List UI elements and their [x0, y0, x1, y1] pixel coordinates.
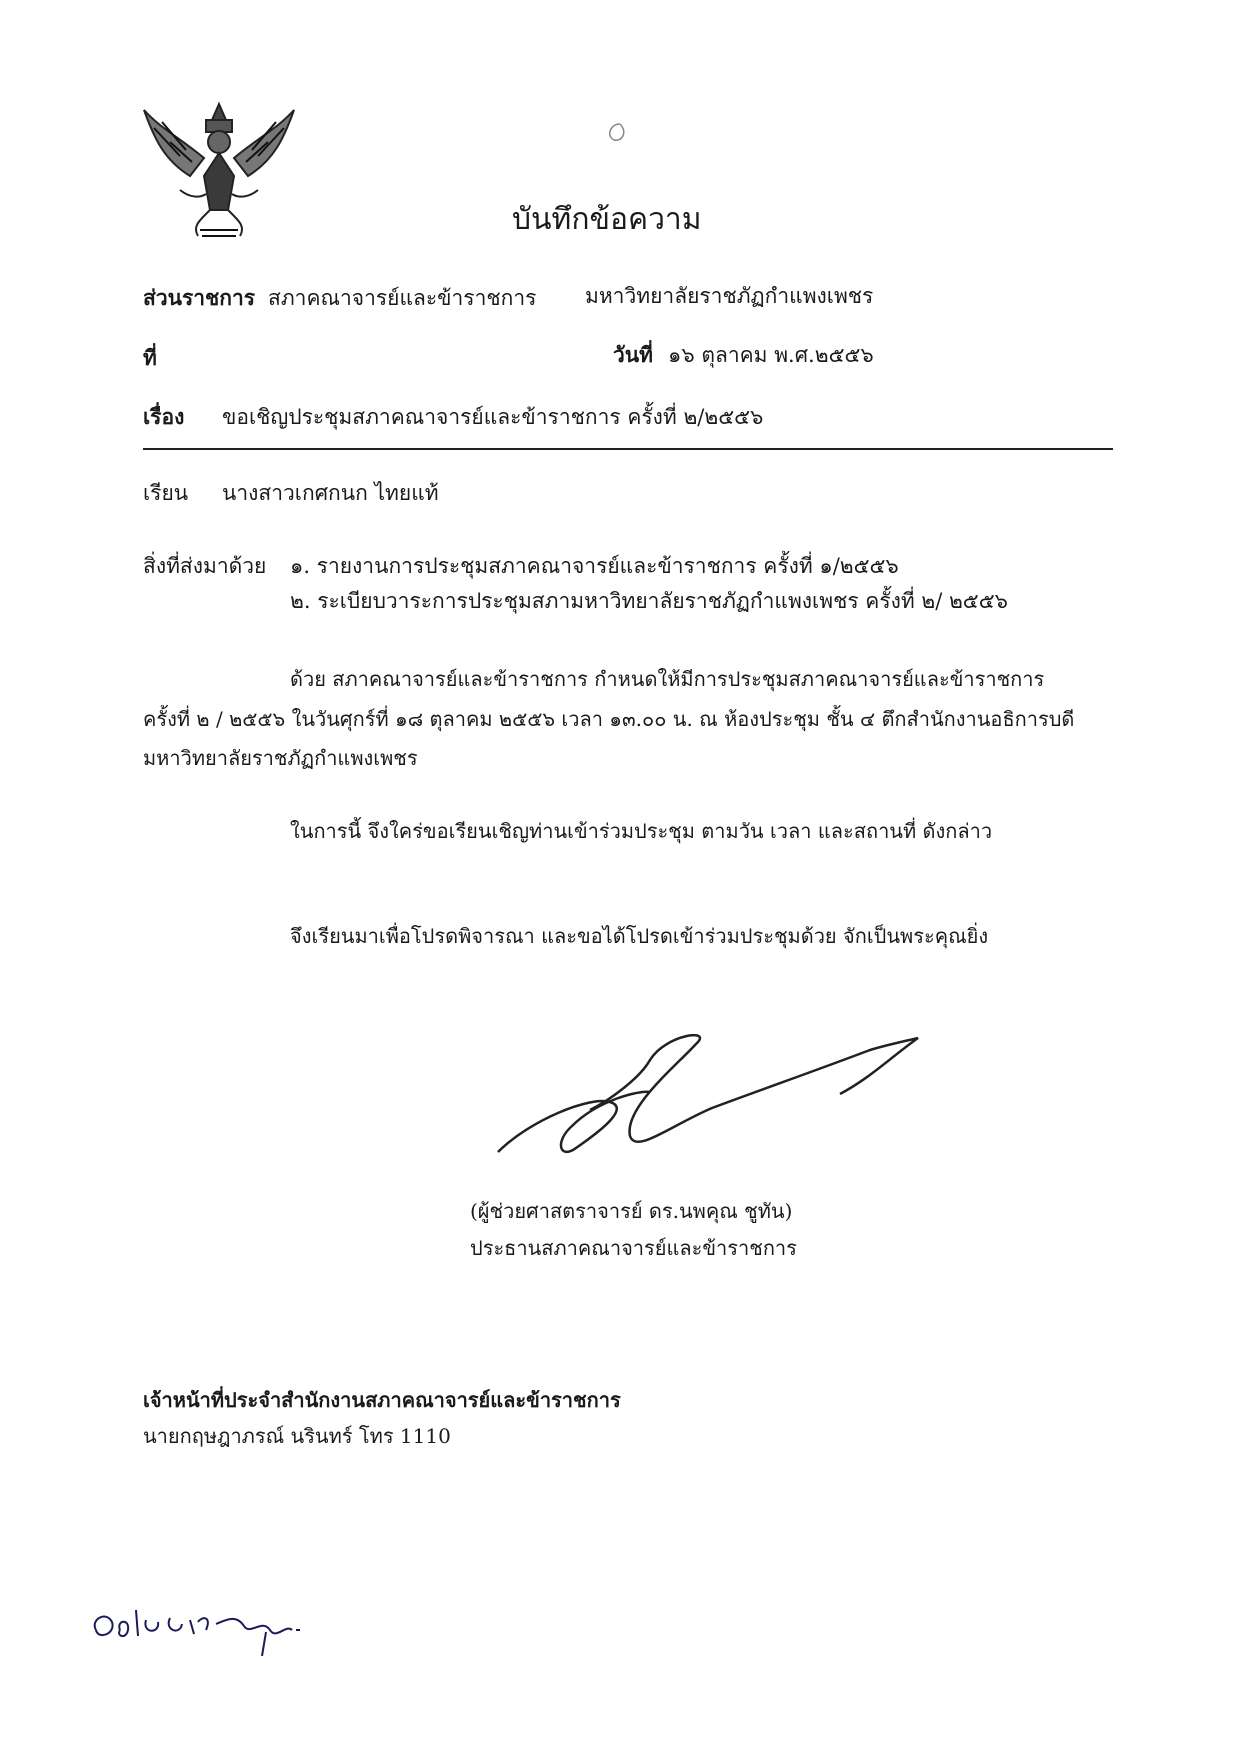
- closing-line: จึงเรียนมาเพื่อโปรดพิจารณา และขอได้โปรดเข้าร่วมประชุมด้วย จักเป็นพระคุณยิ่ง: [290, 924, 989, 948]
- enclosure-item: ๑. รายงานการประชุมสภาคณาจารย์และข้าราชการ ครั้งที่ ๑/๒๕๕๖: [290, 554, 899, 578]
- body-line: มหาวิทยาลัยราชภัฏกำแพงเพชร: [143, 746, 418, 770]
- footer-office: เจ้าหน้าที่ประจำสำนักงานสภาคณาจารย์และข้าราชการ: [143, 1388, 621, 1412]
- enclosure-item: ๒. ระเบียบวาระการประชุมสภามหาวิทยาลัยราชภัฏกำแพงเพชร ครั้งที่ ๒/ ๒๕๕๖: [290, 589, 1008, 613]
- garuda-emblem-icon: [140, 98, 298, 242]
- subject-value: ขอเชิญประชุมสภาคณาจารย์และข้าราชการ ครั้งที่ ๒/๒๕๕๖: [222, 405, 764, 429]
- handwritten-note-icon: [86, 1590, 316, 1660]
- agency-label: ส่วนราชการ: [143, 285, 256, 310]
- agency-value: สภาคณาจารย์และข้าราชการ: [268, 286, 537, 310]
- date-value: ๑๖ ตุลาคม พ.ศ.๒๕๕๖: [668, 343, 874, 367]
- enclosures-label: สิ่งที่ส่งมาด้วย: [143, 554, 267, 578]
- date-label: วันที่: [613, 342, 653, 367]
- subject-label: เรื่อง: [143, 404, 185, 429]
- university-name: มหาวิทยาลัยราชภัฏกำแพงเพชร: [585, 284, 874, 308]
- signer-title: ประธานสภาคณาจารย์และข้าราชการ: [470, 1236, 797, 1260]
- memo-title: บันทึกข้อความ: [512, 202, 702, 237]
- signer-name: (ผู้ช่วยศาสตราจารย์ ดร.นพคุณ ชูทัน): [470, 1199, 793, 1223]
- to-label: เรียน: [143, 481, 189, 505]
- signature-icon: [490, 1030, 920, 1160]
- invitation-paragraph: ในการนี้ จึงใคร่ขอเรียนเชิญท่านเข้าร่วมประชุม ตามวัน เวลา และสถานที่ ดังกล่าว: [290, 819, 993, 843]
- body-line: ครั้งที่ ๒ / ๒๕๕๖ ในวันศุกร์ที่ ๑๘ ตุลาคม ๒๕๕๖ เวลา ๑๓.๐๐ น. ณ ห้องประชุม ชั้น ๔ ตึกสำนักงานอธิการบดี: [143, 707, 1075, 731]
- body-line: ด้วย สภาคณาจารย์และข้าราชการ กำหนดให้มีการประชุมสภาคณาจารย์และข้าราชการ: [290, 667, 1045, 691]
- to-value: นางสาวเกศกนก ไทยแท้: [222, 481, 439, 505]
- footer-contact: นายกฤษฎาภรณ์ นรินทร์ โทร 1110: [143, 1424, 451, 1448]
- header-divider: [143, 448, 1113, 450]
- ref-label: ที่: [143, 345, 157, 370]
- stray-mark-icon: [600, 118, 634, 148]
